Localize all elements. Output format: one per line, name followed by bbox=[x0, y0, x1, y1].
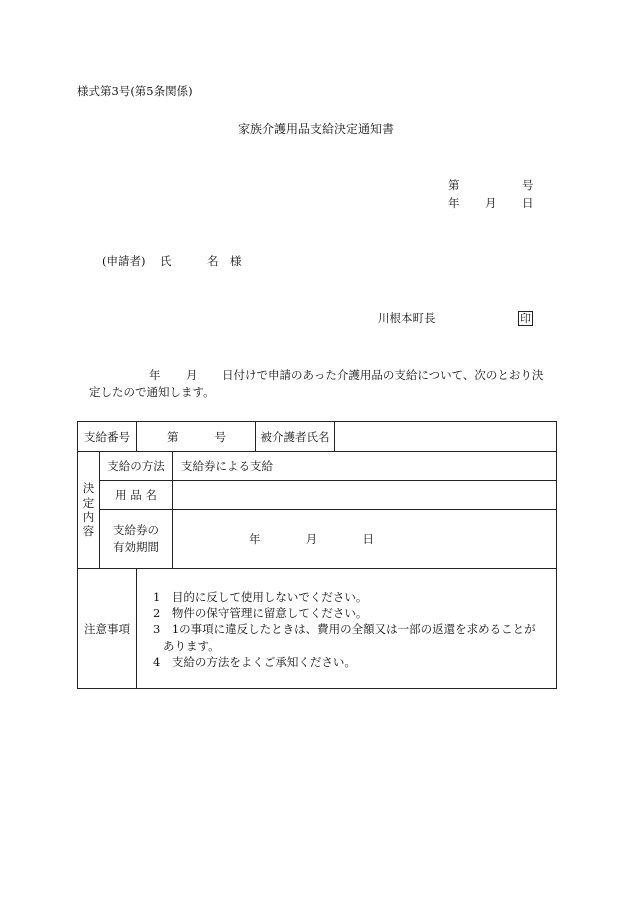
supply-number-suffix: 号 bbox=[214, 429, 226, 444]
issuer-name: 川根本町長 bbox=[378, 311, 436, 325]
note-item: 4 支給の方法をよくご承知ください。 bbox=[153, 654, 356, 669]
doc-date-month: 月 bbox=[485, 196, 497, 210]
body-date-month: 月 bbox=[186, 368, 198, 382]
doc-date-year: 年 bbox=[448, 196, 460, 210]
validity-year: 年 bbox=[249, 532, 261, 546]
doc-date-day: 日 bbox=[522, 196, 534, 210]
decision-label-char: 容 bbox=[82, 524, 95, 539]
seal-stamp-icon: 印 bbox=[520, 312, 531, 325]
note-item: 2 物件の保守管理に留意してください。 bbox=[153, 606, 368, 621]
decision-table bbox=[77, 421, 557, 689]
validity-period-label bbox=[100, 510, 173, 569]
note-item: 3 1の事項に違反したときは、費用の全額又は一部の返還を求めることが bbox=[153, 622, 536, 637]
document-title: 家族介護用品支給決定通知書 bbox=[238, 122, 395, 136]
note-item-continuation: あります。 bbox=[163, 638, 220, 653]
applicant-name-family: 氏 bbox=[160, 254, 172, 268]
validity-period-value[interactable] bbox=[173, 510, 557, 569]
decision-label-char: 決 bbox=[82, 481, 95, 496]
supply-number-cell[interactable] bbox=[137, 422, 256, 452]
care-recipient-label: 被介護者氏名 bbox=[256, 422, 335, 452]
seal-mark bbox=[518, 311, 533, 326]
applicant-role: (申請者) bbox=[102, 254, 146, 268]
supply-number-prefix: 第 bbox=[167, 429, 179, 444]
applicant-name-given: 名 bbox=[207, 254, 219, 268]
care-recipient-value[interactable] bbox=[335, 422, 557, 452]
note-item: 1 目的に反して使用しないでください。 bbox=[153, 590, 368, 605]
validity-label-line2: 有効期間 bbox=[113, 540, 159, 554]
supply-method-label: 支給の方法 bbox=[100, 452, 173, 481]
doc-no-prefix: 第 bbox=[448, 178, 460, 192]
applicant-honorific: 様 bbox=[230, 254, 242, 268]
item-name-value[interactable] bbox=[173, 481, 557, 510]
body-date-year: 年 bbox=[149, 368, 161, 382]
decision-label-char: 内 bbox=[82, 510, 95, 524]
validity-month: 月 bbox=[305, 532, 318, 546]
body-text-line1: 日付けで申請のあった介護用品の支給について、次のとおり決 bbox=[222, 368, 544, 382]
notes-content bbox=[137, 569, 557, 689]
supply-method-value: 支給券による支給 bbox=[173, 452, 557, 481]
decision-label-char: 定 bbox=[82, 495, 95, 510]
form-number: 様式第3号(第5条関係) bbox=[77, 84, 193, 98]
validity-day: 日 bbox=[362, 532, 374, 546]
notes-label: 注意事項 bbox=[78, 569, 137, 689]
decision-content-label bbox=[78, 452, 100, 569]
body-text-line2: 定したので通知します。 bbox=[89, 385, 215, 399]
validity-label-line1: 支給券の bbox=[113, 523, 159, 538]
supply-number-label: 支給番号 bbox=[78, 422, 137, 452]
doc-no-suffix: 号 bbox=[522, 178, 534, 192]
item-name-label: 用 品 名 bbox=[100, 481, 173, 510]
